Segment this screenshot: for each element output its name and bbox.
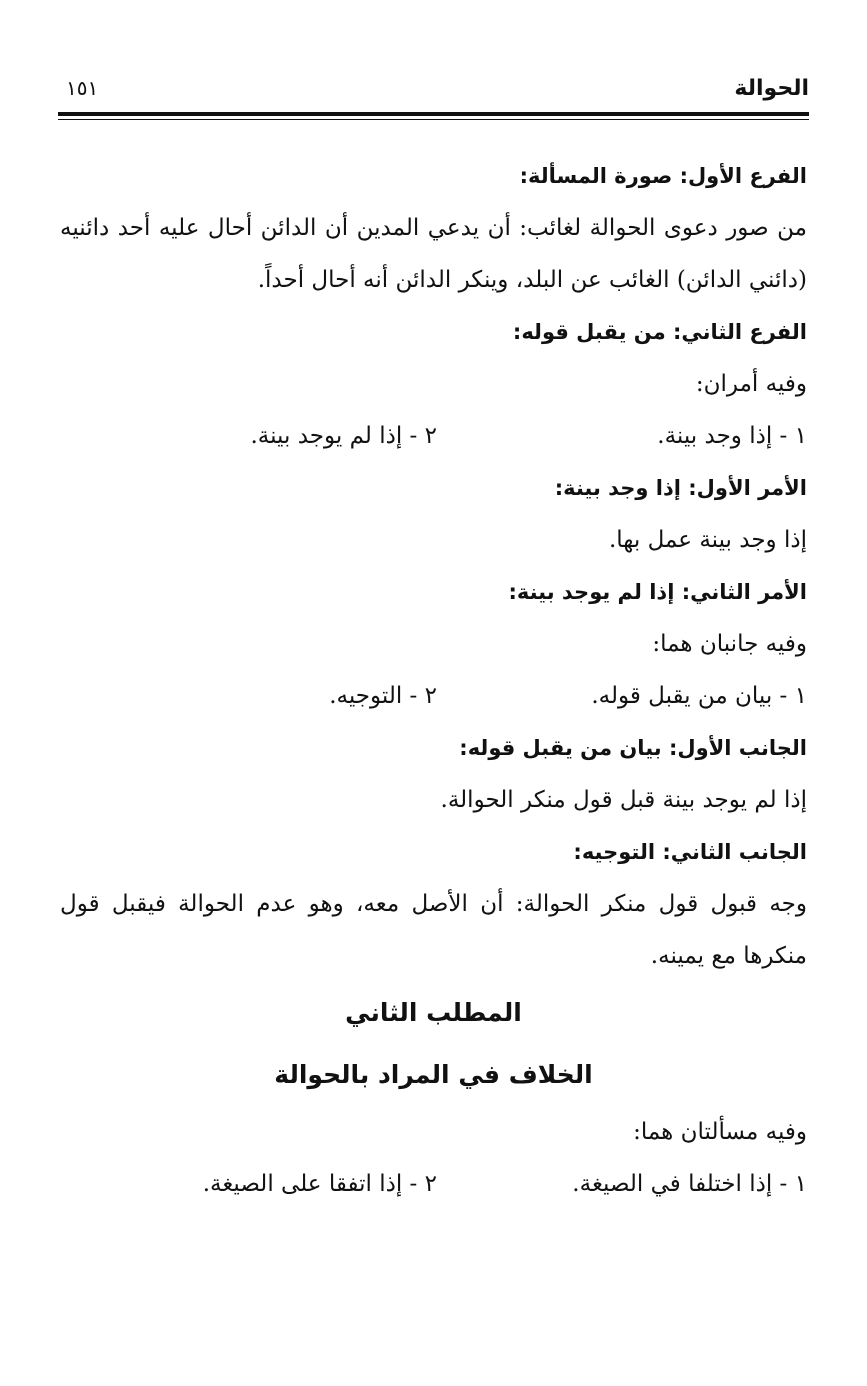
paragraph-justification: وجه قبول قول منكر الحوالة: أن الأصل معه، وهو عدم الحوالة فيقبل قول منكرها مع يمينه.: [60, 891, 807, 969]
list-item: ١ - بيان من يقبل قوله.: [591, 683, 807, 709]
section-title: المطلب الثاني: [345, 998, 522, 1027]
heading-first-matter: الأمر الأول: إذا وجد بينة:: [554, 476, 807, 500]
list-two-aspects: [60, 670, 807, 722]
paragraph-evidence-found: إذا وجد بينة عمل بها.: [608, 527, 807, 553]
list-item: ٢ - إذا لم يوجد بينة.: [250, 423, 437, 449]
page-number: ١٥١: [66, 76, 99, 100]
heading-second-aspect: الجانب الثاني: التوجيه:: [573, 840, 807, 864]
section-subtitle: الخلاف في المراد بالحوالة: [274, 1060, 593, 1089]
list-item: ٢ - إذا اتفقا على الصيغة.: [202, 1171, 437, 1197]
paragraph-case-description: من صور دعوى الحوالة لغائب: أن يدعي المدين أن الدائن أحال عليه أحد دائنيه (دائني الدائن) الغائب عن البلد، وينكر الدائن أنه أحال أحداً.: [60, 215, 807, 293]
heading-first-aspect: الجانب الأول: بيان من يقبل قوله:: [459, 736, 807, 760]
intro-two-issues: وفيه مسألتان هما:: [633, 1119, 807, 1145]
header-rule-thin: [58, 119, 809, 120]
running-title: الحوالة: [734, 76, 809, 101]
paragraph-no-evidence: إذا لم يوجد بينة قبل قول منكر الحوالة.: [440, 787, 807, 813]
intro-two-matters: وفيه أمران:: [695, 371, 807, 397]
running-header: [58, 72, 809, 112]
heading-second-matter: الأمر الثاني: إذا لم يوجد بينة:: [508, 580, 807, 604]
page-body: [60, 150, 807, 1210]
header-rule-thick: [58, 112, 809, 116]
intro-two-aspects: وفيه جانبان هما:: [652, 631, 807, 657]
heading-second-branch: الفرع الثاني: من يقبل قوله:: [512, 320, 807, 344]
heading-first-branch: الفرع الأول: صورة المسألة:: [519, 164, 807, 188]
list-two-issues: [60, 1158, 807, 1210]
list-item: ١ - إذا وجد بينة.: [657, 423, 807, 449]
list-two-matters: [60, 410, 807, 462]
list-item: ٢ - التوجيه.: [329, 683, 437, 709]
list-item: ١ - إذا اختلفا في الصيغة.: [572, 1171, 807, 1197]
